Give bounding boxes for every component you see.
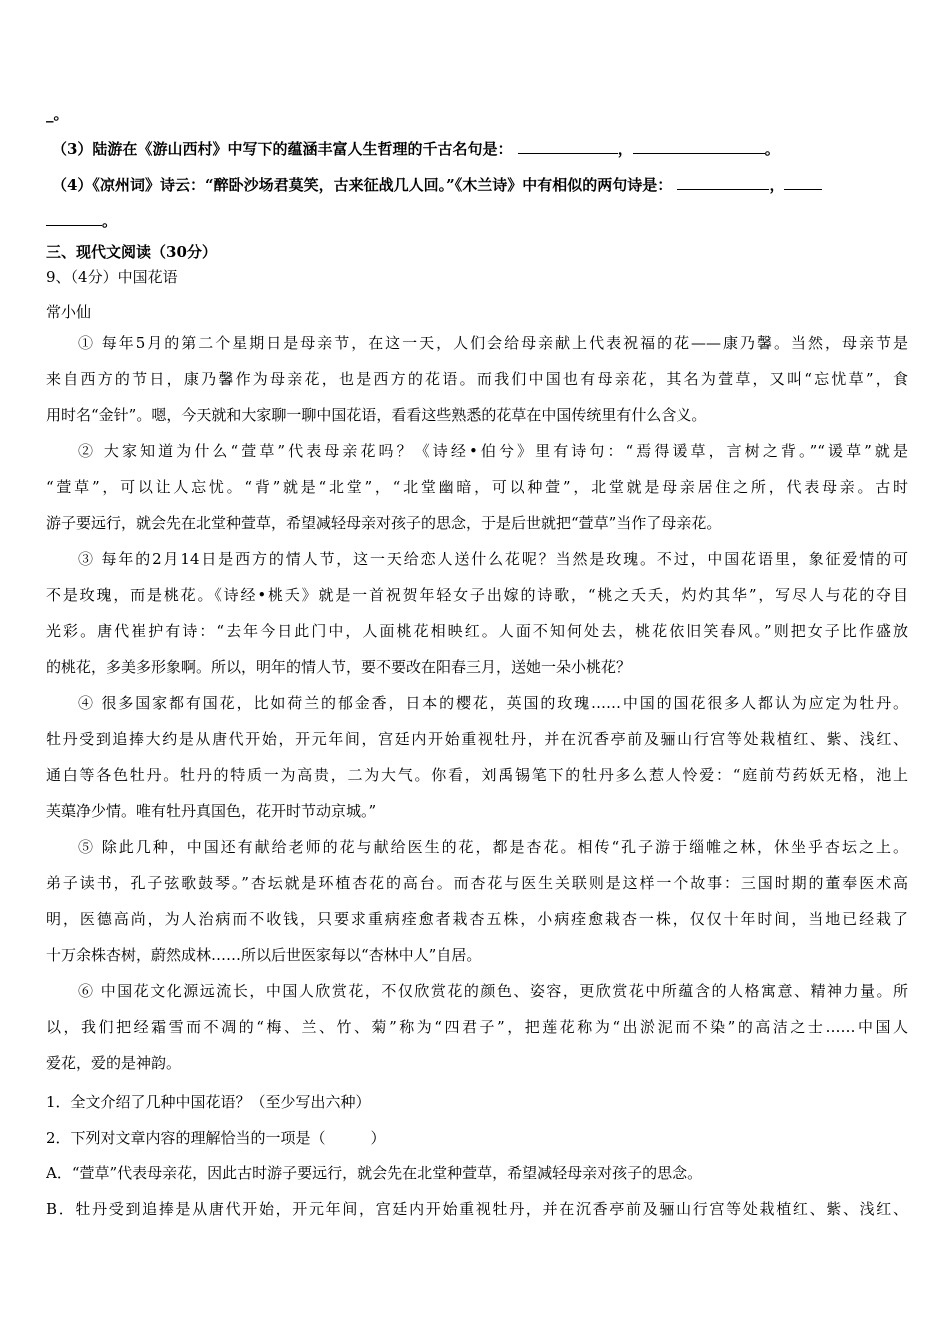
paragraph-6-line-1: ⑥ 中国花文化源远流长，中国人欣赏花，不仅欣赏花的颜色、姿容，更欣赏花中所蕴含的人格寓意、精神力量。所: [78, 982, 908, 1000]
paragraph-4-line-1: ④ 很多国家都有国花，比如荷兰的郁金香，日本的樱花，英国的玫瑰……中国的国花很多人都认为应定为牡丹。: [78, 694, 908, 712]
answer-blank[interactable]: [633, 139, 765, 154]
paragraph-1-line-1: ① 每年5月的第二个星期日是母亲节，在这一天，人们会给母亲献上代表祝福的花——康乃馨。当然，母亲节是: [78, 334, 908, 352]
question-8-4-continued: [46, 211, 908, 231]
paragraph-5-line-1: ⑤ 除此几种，中国还有献给老师的花与献给医生的花，都是杏花。相传“孔子游于缁帷之林，休坐乎杏坛之上。: [78, 838, 908, 856]
paragraph-1-line-2: 来自西方的节日，康乃馨作为母亲花，也是西方的花语。而我们中国也有母亲花，其名为萱草，又叫“忘忧草”，食: [46, 370, 908, 388]
end-mark: 。: [102, 212, 118, 230]
paragraph-4-line-4: 芙蕖净少情。唯有牡丹真国色，花开时节动京城。”: [46, 802, 377, 820]
paragraph-3-line-1: ③ 每年的2月14日是西方的情人节，这一天给恋人送什么花呢？当然是玫瑰。不过，中国花语里，象征爱情的可: [78, 550, 908, 568]
answer-blank[interactable]: [46, 211, 102, 226]
question-9-title: 9、（4分）中国花语: [46, 268, 178, 286]
paragraph-2-line-2: “萱草”，可以让人忘忧。“背”就是“北堂”，“北堂幽暗，可以种萱”，北堂就是母亲居住之所，代表母亲。古时: [46, 478, 908, 496]
paragraph-5-line-2: 弟子读书，孔子弦歌鼓琴。”杏坛就是环植杏花的高台。而杏花与医生关联则是这样一个故事：三国时期的董奉医术高: [46, 874, 908, 892]
paragraph-4-line-2: 牡丹受到追捧大约是从唐代开始，开元年间，宫廷内开始重视牡丹，并在沉香亭前及骊山行宫等处栽植红、紫、浅红、: [46, 730, 908, 748]
section-title: 三、现代文阅读（30分）: [46, 243, 217, 261]
answer-blank[interactable]: [784, 175, 822, 190]
separator: ，: [617, 140, 633, 158]
paragraph-5-line-3: 明，医德高尚，为人治病而不收钱，只要求重病痊愈者栽杏五株，小病痊愈栽杏一株，仅仅十年时间，当地已经栽了: [46, 910, 908, 928]
paragraph-3-line-2: 不是玫瑰，而是桃花。《诗经•桃夭》就是一首祝贺年轻女子出嫁的诗歌，“桃之夭夭，灼灼其华”，写尽人与花的夺目: [46, 586, 908, 604]
sub-question-1: 1．全文介绍了几种中国花语？（至少写出六种）: [46, 1093, 371, 1111]
option-a: A．“萱草”代表母亲花，因此古时游子要远行，就会先在北堂种萱草，希望减轻母亲对孩子的思念。: [46, 1164, 703, 1182]
paragraph-1-line-3: 用时名“金针”。嗯，今天就和大家聊一聊中国花语，看看这些熟悉的花草在中国传统里有什么含义。: [46, 406, 707, 424]
answer-blank[interactable]: [677, 175, 769, 190]
top-line: _。: [46, 105, 69, 123]
question-8-4: [52, 175, 908, 195]
sub-question-2: 2．下列对文章内容的理解恰当的一项是（ ）: [46, 1129, 386, 1147]
paragraph-2-line-3: 游子要远行，就会先在北堂种萱草，希望减轻母亲对孩子的思念，于是后世就把“萱草”当作了母亲花。: [46, 514, 722, 532]
separator: ，: [769, 176, 785, 194]
question-8-4-text: （4）《凉州词》诗云：“醉卧沙场君莫笑，古来征战几人回。”《木兰诗》中有相似的两句诗是：: [52, 176, 673, 194]
paragraph-5-line-4: 十万余株杏树，蔚然成林……所以后世医家每以“杏林中人”自居。: [46, 946, 482, 964]
paragraph-2-line-1: ② 大家知道为什么“萱草”代表母亲花吗？《诗经•伯兮》里有诗句：“焉得谖草，言树之背。”“谖草”就是: [78, 442, 908, 460]
paragraph-3-line-4: 的桃花，多美多形象啊。所以，明年的情人节，要不要改在阳春三月，送她一朵小桃花？: [46, 658, 632, 676]
article-author: 常小仙: [46, 303, 92, 321]
paragraph-4-line-3: 通白等各色牡丹。牡丹的特质一为高贵，二为大气。你看，刘禹锡笔下的牡丹多么惹人怜爱：“庭前芍药妖无格，池上: [46, 766, 908, 784]
question-8-3-text: （3）陆游在《游山西村》中写下的蕴涵丰富人生哲理的千古名句是：: [52, 140, 513, 158]
question-8-3: [52, 139, 908, 159]
paragraph-3-line-3: 光彩。唐代崔护有诗：“去年今日此门中，人面桃花相映红。人面不知何处去，桃花依旧笑春风。”则把女子比作盛放: [46, 622, 908, 640]
paragraph-6-line-3: 爱花，爱的是神韵。: [46, 1054, 182, 1072]
answer-blank[interactable]: [518, 139, 618, 154]
end-mark: 。: [764, 140, 780, 158]
option-b: B．牡丹受到追捧是从唐代开始，开元年间，宫廷内开始重视牡丹，并在沉香亭前及骊山行宫等处栽植红、紫、浅红、: [46, 1200, 908, 1218]
paragraph-6-line-2: 以，我们把经霜雪而不凋的“梅、兰、竹、菊”称为“四君子”，把莲花称为“出淤泥而不染”的高洁之士……中国人: [46, 1018, 908, 1036]
